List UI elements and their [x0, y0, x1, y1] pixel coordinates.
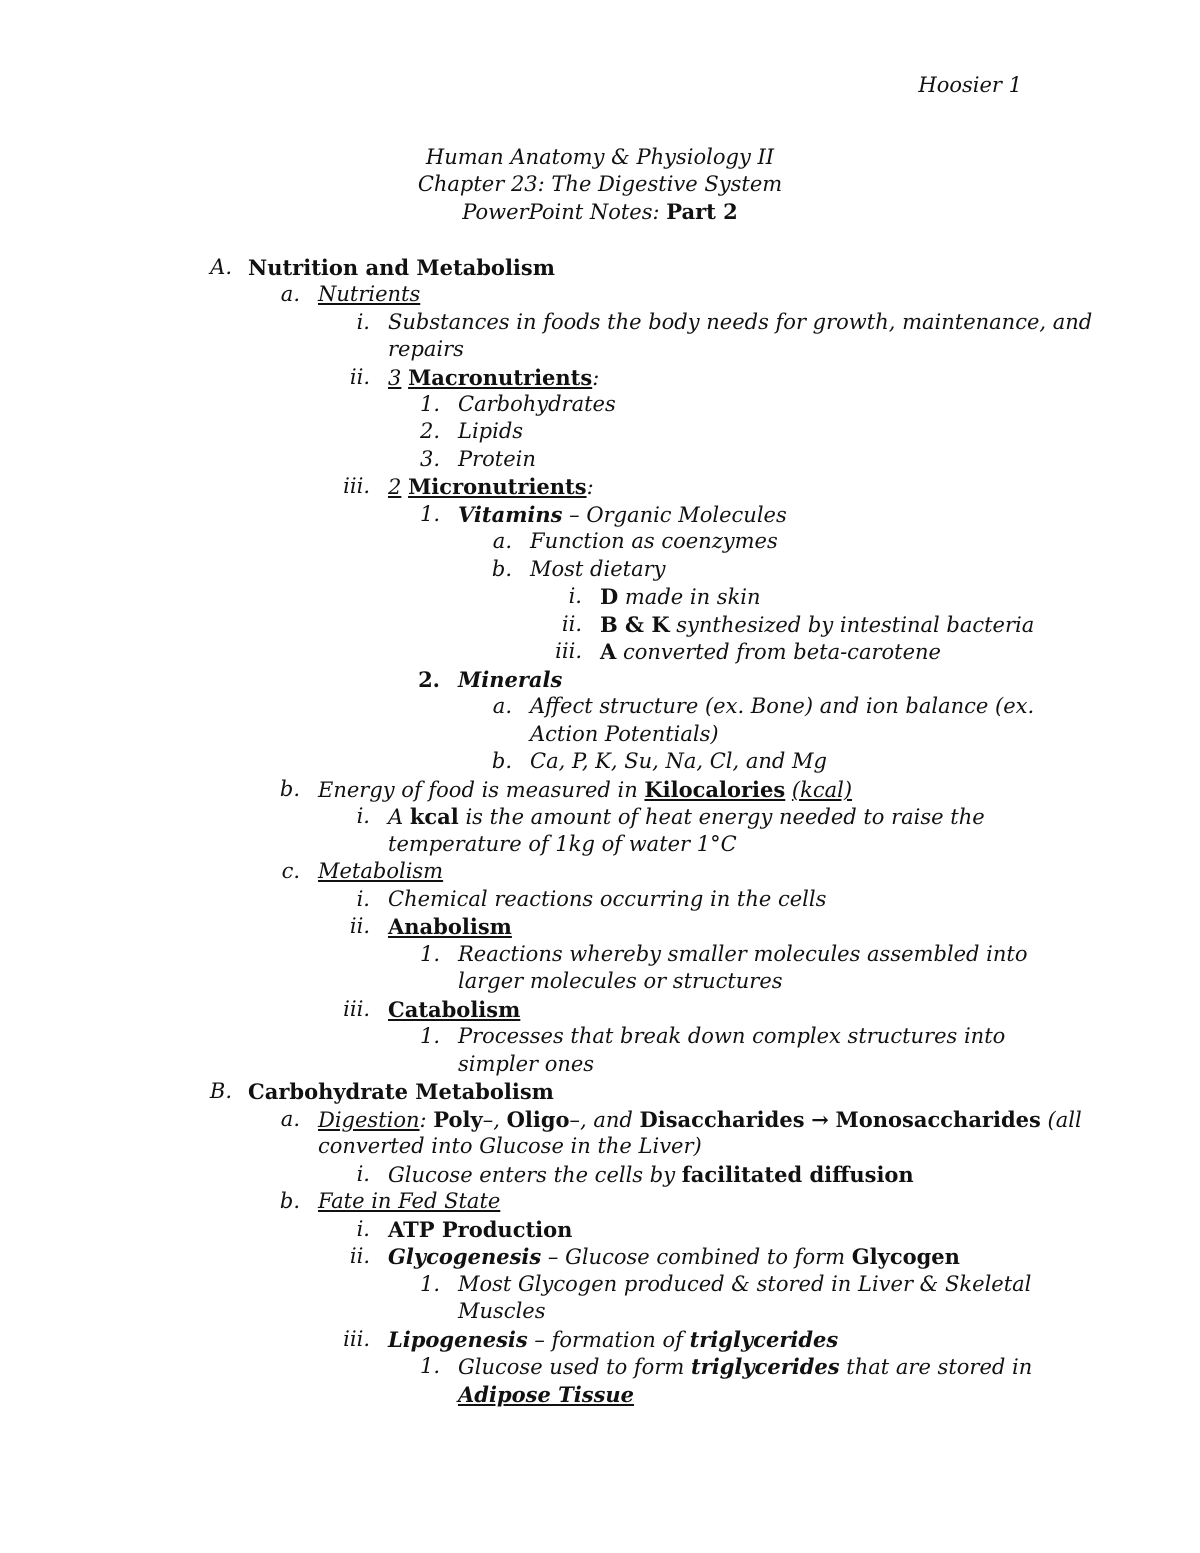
- digestion-line-cont: converted into Glucose in the Liver): [318, 1134, 702, 1158]
- b-a-marker: a.: [280, 1107, 300, 1131]
- digestion-i-marker: i.: [356, 1162, 370, 1186]
- vit-d-line: D made in skin: [600, 584, 761, 609]
- metabolism-i-marker: i.: [356, 887, 370, 911]
- kcal-line: A kcal is the amount of heat energy needed to raise the: [388, 804, 985, 829]
- macro-1-marker: 1.: [419, 392, 440, 416]
- vit-a-line: A converted from beta-carotene: [600, 639, 941, 664]
- vitamins-line: Vitamins – Organic Molecules: [458, 502, 787, 527]
- lipogenesis-line: Lipogenesis – formation of triglycerides: [388, 1327, 839, 1352]
- micronutrients-line: 2 Micronutrients:: [388, 474, 594, 499]
- fed-iii-marker: iii.: [343, 1327, 370, 1351]
- a-b-marker: b.: [279, 777, 300, 801]
- section-b-heading: Carbohydrate Metabolism: [248, 1079, 554, 1104]
- vit-a-marker: iii.: [555, 639, 582, 663]
- b-b-marker: b.: [279, 1189, 300, 1213]
- catabolism-term: Catabolism: [388, 997, 521, 1022]
- nutrients-label: Nutrients: [318, 282, 421, 306]
- a-a-marker: a.: [280, 282, 300, 306]
- anabolism-1-text-cont: larger molecules or structures: [458, 969, 783, 993]
- section-a-marker: A.: [210, 255, 232, 279]
- macro-item: Carbohydrates: [458, 392, 616, 416]
- nutrients-i-text-cont: repairs: [388, 337, 464, 361]
- vitamins-a-marker: a.: [492, 529, 512, 553]
- catabolism-1-text-cont: simpler ones: [458, 1052, 595, 1076]
- page-header: Hoosier 1: [918, 73, 1022, 97]
- vitamins-b-text: Most dietary: [530, 557, 666, 581]
- glycogenesis-1-marker: 1.: [419, 1272, 440, 1296]
- glycogenesis-1-text: Most Glycogen produced & stored in Liver & Skeletal: [458, 1272, 1032, 1296]
- atp-production: ATP Production: [388, 1217, 573, 1242]
- minerals-a-text: Affect structure (ex. Bone) and ion balance (ex.: [530, 694, 1035, 718]
- catabolism-1-text: Processes that break down complex structures into: [458, 1024, 1006, 1048]
- glycogenesis-line: Glycogenesis – Glucose combined to form Glycogen: [388, 1244, 960, 1269]
- anabolism-marker: ii.: [349, 914, 370, 938]
- vit-bk-marker: ii.: [561, 612, 582, 636]
- minerals-b-marker: b.: [491, 749, 512, 773]
- vitamins-a-text: Function as coenzymes: [530, 529, 778, 553]
- digestion-line: Digestion: Poly–, Oligo–, and Disaccharides → Monosaccharides (all: [318, 1107, 1082, 1132]
- vitamins-marker: 1.: [419, 502, 440, 526]
- anabolism-1-marker: 1.: [419, 942, 440, 966]
- fed-i-marker: i.: [356, 1217, 370, 1241]
- vitamins-b-marker: b.: [491, 557, 512, 581]
- doc-title-chapter: Chapter 23: The Digestive System: [417, 172, 783, 196]
- glucose-entry-line: Glucose enters the cells by facilitated diffusion: [388, 1162, 914, 1187]
- fed-ii-marker: ii.: [349, 1244, 370, 1268]
- macro-item: Protein: [458, 447, 536, 471]
- doc-title-notes: PowerPoint Notes: Part 2: [462, 199, 738, 224]
- nutrients-i-text: Substances in foods the body needs for growth, maintenance, and: [388, 310, 1093, 334]
- doc-title-course: Human Anatomy & Physiology II: [425, 145, 775, 169]
- macro-2-marker: 2.: [419, 419, 440, 443]
- anabolism-1-text: Reactions whereby smaller molecules assembled into: [458, 942, 1028, 966]
- vit-d-marker: i.: [568, 584, 582, 608]
- minerals-a-marker: a.: [492, 694, 512, 718]
- energy-line: Energy of food is measured in Kilocalories (kcal): [318, 777, 853, 802]
- section-b-marker: B.: [209, 1079, 232, 1103]
- macro-item: Lipids: [458, 419, 524, 443]
- nutrients-ii-marker: ii.: [349, 365, 370, 389]
- vit-bk-line: B & K synthesized by intestinal bacteria: [600, 612, 1035, 637]
- lipogenesis-1-text: Glucose used to form triglycerides that are stored in: [458, 1354, 1033, 1379]
- glycogenesis-1-text-cont: Muscles: [458, 1299, 546, 1323]
- metabolism-label: Metabolism: [318, 859, 444, 883]
- nutrients-i-marker: i.: [356, 310, 370, 334]
- kcal-line-cont: temperature of 1kg of water 1°C: [388, 832, 737, 856]
- minerals-a-text-cont: Action Potentials): [530, 722, 719, 746]
- minerals-marker: 2.: [418, 667, 440, 692]
- anabolism-term: Anabolism: [388, 914, 512, 939]
- minerals-b-text: Ca, P, K, Su, Na, Cl, and Mg: [530, 749, 827, 773]
- arrow-icon: →: [811, 1107, 829, 1132]
- catabolism-marker: iii.: [343, 997, 370, 1021]
- a-c-marker: c.: [281, 859, 300, 883]
- catabolism-1-marker: 1.: [419, 1024, 440, 1048]
- fed-state-label: Fate in Fed State: [318, 1189, 501, 1213]
- lipogenesis-1-marker: 1.: [419, 1354, 440, 1378]
- section-a-heading: Nutrition and Metabolism: [248, 255, 555, 280]
- minerals-term: Minerals: [458, 667, 563, 692]
- macro-3-marker: 3.: [419, 447, 440, 471]
- nutrients-iii-marker: iii.: [343, 474, 370, 498]
- kcal-marker: i.: [356, 804, 370, 828]
- macronutrients-line: 3 Macronutrients:: [388, 365, 600, 390]
- metabolism-i-text: Chemical reactions occurring in the cells: [388, 887, 827, 911]
- adipose-tissue: Adipose Tissue: [458, 1382, 635, 1407]
